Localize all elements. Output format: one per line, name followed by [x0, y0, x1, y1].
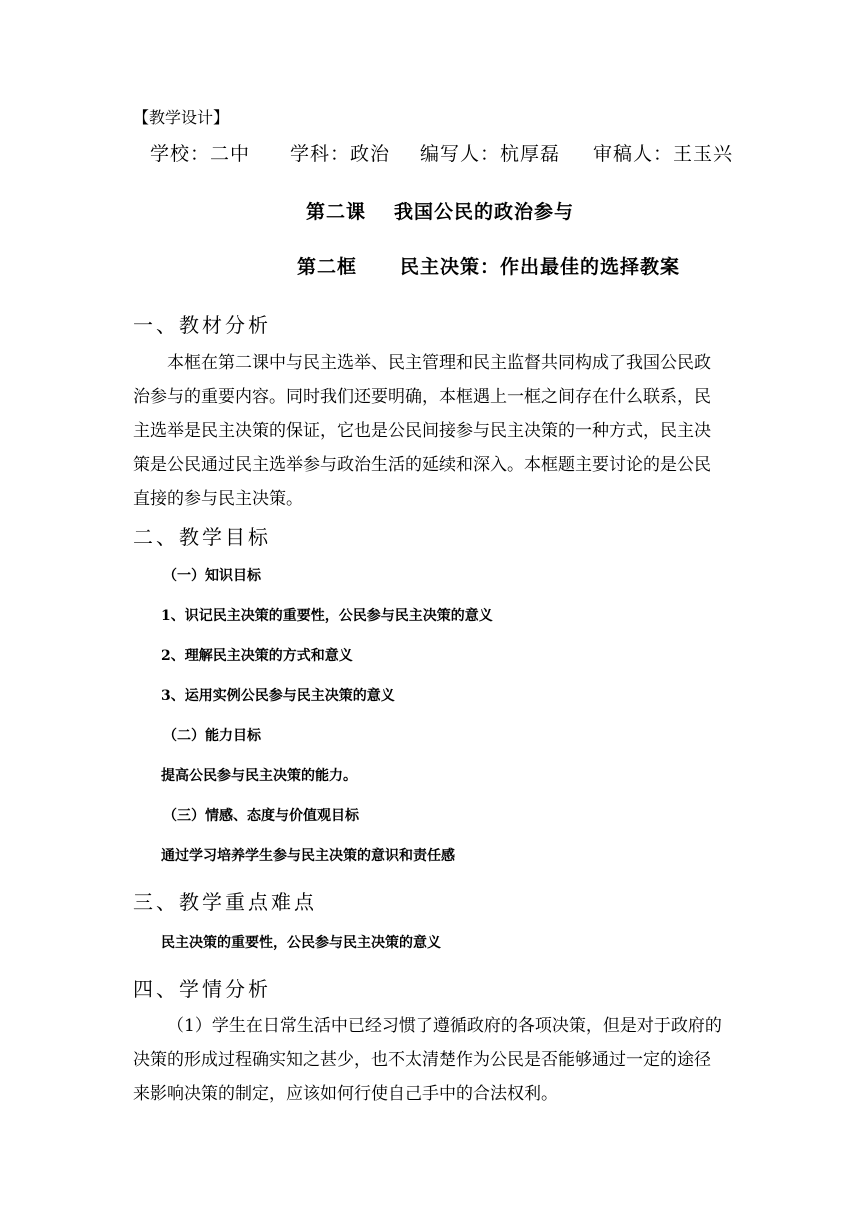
doc-tag: 【教学设计】: [133, 108, 230, 127]
paragraph-line: 直接的参与民主决策。: [133, 489, 303, 509]
key-points-text: 民主决策的重要性，公民参与民主决策的意义: [161, 935, 441, 951]
paragraph-line: 来影响决策的制定，应该如何行使自己手中的合法权利。: [133, 1084, 558, 1104]
author-field: 编写人：杭厚磊: [420, 143, 561, 165]
emotion-text: 通过学习培养学生参与民主决策的意识和责任感: [161, 848, 455, 864]
knowledge-item: 2、理解民主决策的方式和意义: [161, 648, 353, 664]
paragraph-line: 治参与的重要内容。同时我们还要明确，本框遇上一框之间存在什么联系，民: [133, 387, 711, 407]
paragraph-line: 主选举是民主决策的保证，它也是公民间接参与民主决策的一种方式，民主决: [133, 421, 711, 441]
section-heading-key-points: 三、教学重点难点: [133, 890, 317, 914]
lesson-title: 我国公民的政治参与: [394, 201, 575, 223]
lesson-number: 第二课: [306, 201, 367, 223]
section-heading-objectives: 二、教学目标: [133, 525, 271, 549]
knowledge-item: 1、识记民主决策的重要性，公民参与民主决策的意义: [161, 608, 493, 624]
frame-number: 第二框: [297, 256, 358, 278]
paragraph-line: 策是公民通过民主选举参与政治生活的延续和深入。本框题主要讨论的是公民: [133, 455, 711, 475]
section-heading-learner-analysis: 四、学情分析: [133, 977, 271, 1001]
paragraph-line: （1）学生在日常生活中已经习惯了遵循政府的各项决策，但是对于政府的: [167, 1016, 722, 1036]
ability-subheading: （二）能力目标: [163, 728, 261, 744]
section-heading-materials: 一、教材分析: [133, 313, 271, 337]
reviewer-field: 审稿人：王玉兴: [593, 143, 734, 165]
paragraph-line: 本框在第二课中与民主选举、民主管理和民主监督共同构成了我国公民政: [167, 353, 711, 373]
school-field: 学校：二中: [150, 143, 251, 165]
knowledge-item: 3、运用实例公民参与民主决策的意义: [161, 688, 395, 704]
emotion-subheading: （三）情感、态度与价值观目标: [163, 808, 359, 824]
ability-text: 提高公民参与民主决策的能力。: [161, 768, 357, 784]
materials-paragraph: [133, 346, 733, 516]
frame-title: 民主决策：作出最佳的选择教案: [400, 256, 681, 278]
learner-analysis-paragraph: [133, 1009, 733, 1111]
knowledge-subheading: （一）知识目标: [163, 568, 261, 584]
subject-field: 学科：政治: [290, 143, 391, 165]
paragraph-line: 决策的形成过程确实知之甚少，也不太清楚作为公民是否能够通过一定的途径: [133, 1050, 711, 1070]
